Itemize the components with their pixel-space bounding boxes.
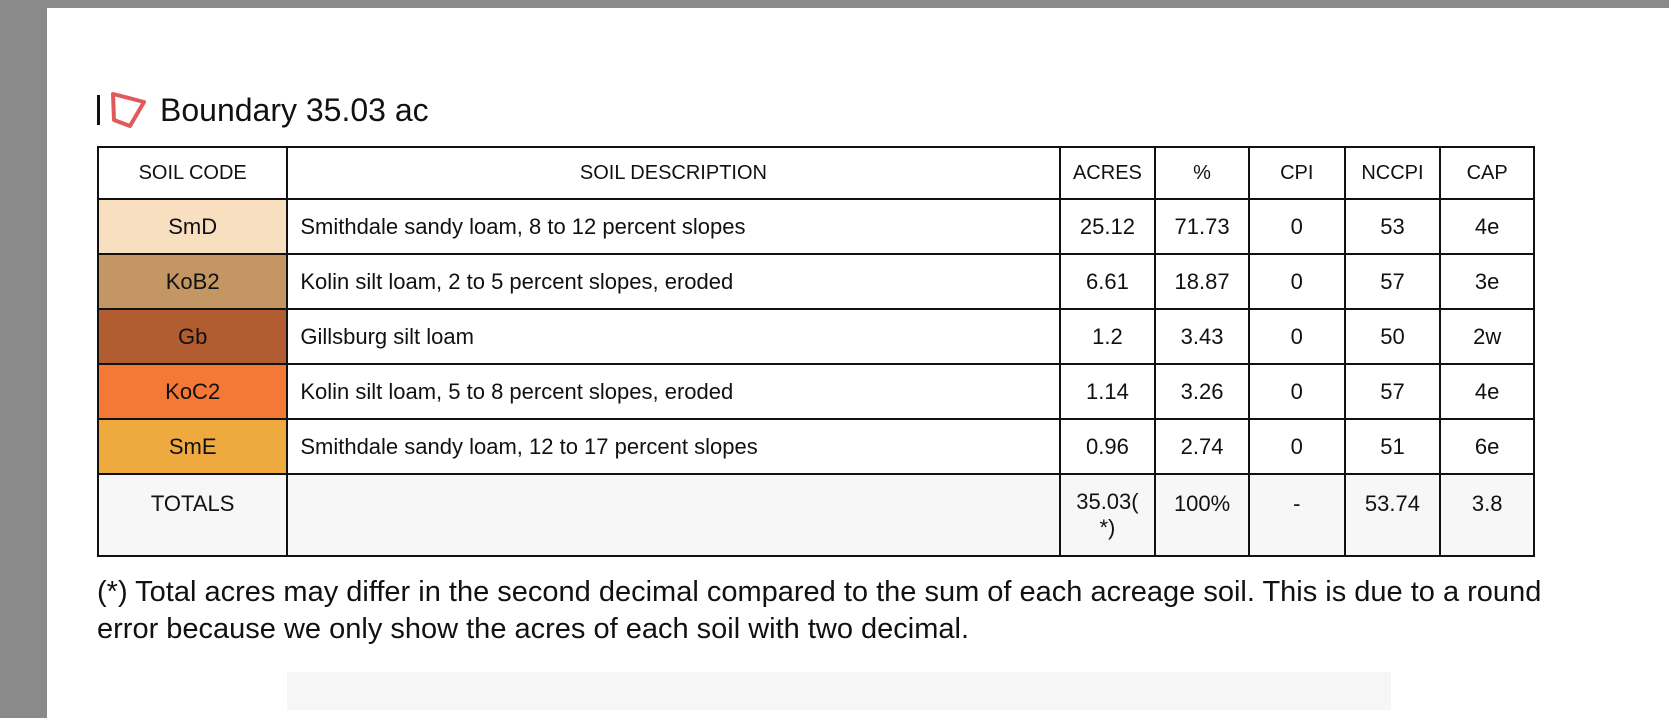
soil-description-cell: Kolin silt loam, 5 to 8 percent slopes, eroded bbox=[287, 364, 1059, 419]
header-cap: CAP bbox=[1440, 147, 1534, 199]
cap-cell: 3e bbox=[1440, 254, 1534, 309]
totals-cap: 3.8 bbox=[1440, 474, 1534, 556]
footnote: (*) Total acres may differ in the second decimal compared to the sum of each acreage soil. This is due to a round error because we only show the acres of each soil with two decimal. bbox=[97, 576, 1542, 645]
totals-nccpi: 53.74 bbox=[1345, 474, 1441, 556]
soil-code-cell: KoC2 bbox=[98, 364, 287, 419]
nccpi-cell: 51 bbox=[1345, 419, 1441, 474]
percent-cell: 3.43 bbox=[1155, 309, 1249, 364]
header-soil-description: SOIL DESCRIPTION bbox=[287, 147, 1059, 199]
header-acres: ACRES bbox=[1060, 147, 1156, 199]
soil-table bbox=[97, 146, 1535, 557]
boundary-title: Boundary 35.03 ac bbox=[160, 91, 429, 128]
header-soil-code: SOIL CODE bbox=[98, 147, 287, 199]
acres-cell: 1.14 bbox=[1060, 364, 1156, 419]
nccpi-cell: 50 bbox=[1345, 309, 1441, 364]
table-row bbox=[98, 254, 1534, 309]
percent-cell: 3.26 bbox=[1155, 364, 1249, 419]
header-cpi: CPI bbox=[1249, 147, 1345, 199]
totals-cpi: - bbox=[1249, 474, 1345, 556]
soil-code-cell: SmE bbox=[98, 419, 287, 474]
nccpi-cell: 57 bbox=[1345, 254, 1441, 309]
cpi-cell: 0 bbox=[1249, 364, 1345, 419]
table-row bbox=[98, 419, 1534, 474]
totals-description bbox=[287, 474, 1059, 556]
soil-description-cell: Gillsburg silt loam bbox=[287, 309, 1059, 364]
bottom-panel bbox=[287, 672, 1391, 710]
soil-code-cell: Gb bbox=[98, 309, 287, 364]
soil-code-cell: SmD bbox=[98, 199, 287, 254]
nccpi-cell: 57 bbox=[1345, 364, 1441, 419]
cap-cell: 4e bbox=[1440, 364, 1534, 419]
nccpi-cell: 53 bbox=[1345, 199, 1441, 254]
acres-cell: 0.96 bbox=[1060, 419, 1156, 474]
totals-acres-line2: *) bbox=[1099, 515, 1116, 540]
cap-cell: 6e bbox=[1440, 419, 1534, 474]
totals-acres-line1: 35.03( bbox=[1076, 489, 1139, 514]
soil-code-cell: KoB2 bbox=[98, 254, 287, 309]
acres-cell: 1.2 bbox=[1060, 309, 1156, 364]
cap-cell: 2w bbox=[1440, 309, 1534, 364]
percent-cell: 2.74 bbox=[1155, 419, 1249, 474]
percent-cell: 18.87 bbox=[1155, 254, 1249, 309]
soil-description-cell: Smithdale sandy loam, 12 to 17 percent slopes bbox=[287, 419, 1059, 474]
cpi-cell: 0 bbox=[1249, 309, 1345, 364]
header-nccpi: NCCPI bbox=[1345, 147, 1441, 199]
soil-description-cell: Smithdale sandy loam, 8 to 12 percent slopes bbox=[287, 199, 1059, 254]
text-cursor bbox=[97, 95, 100, 125]
soil-description-cell: Kolin silt loam, 2 to 5 percent slopes, eroded bbox=[287, 254, 1059, 309]
acres-cell: 6.61 bbox=[1060, 254, 1156, 309]
totals-row bbox=[98, 474, 1534, 556]
percent-cell: 71.73 bbox=[1155, 199, 1249, 254]
totals-label: TOTALS bbox=[98, 474, 287, 556]
header-percent: % bbox=[1155, 147, 1249, 199]
boundary-polygon-icon bbox=[108, 90, 148, 130]
table-row bbox=[98, 309, 1534, 364]
totals-acres bbox=[1060, 474, 1156, 556]
cpi-cell: 0 bbox=[1249, 254, 1345, 309]
cpi-cell: 0 bbox=[1249, 419, 1345, 474]
cap-cell: 4e bbox=[1440, 199, 1534, 254]
table-header-row bbox=[98, 147, 1534, 199]
table-row bbox=[98, 199, 1534, 254]
table-row bbox=[98, 364, 1534, 419]
cpi-cell: 0 bbox=[1249, 199, 1345, 254]
acres-cell: 25.12 bbox=[1060, 199, 1156, 254]
totals-percent: 100% bbox=[1155, 474, 1249, 556]
boundary-header bbox=[97, 90, 429, 130]
